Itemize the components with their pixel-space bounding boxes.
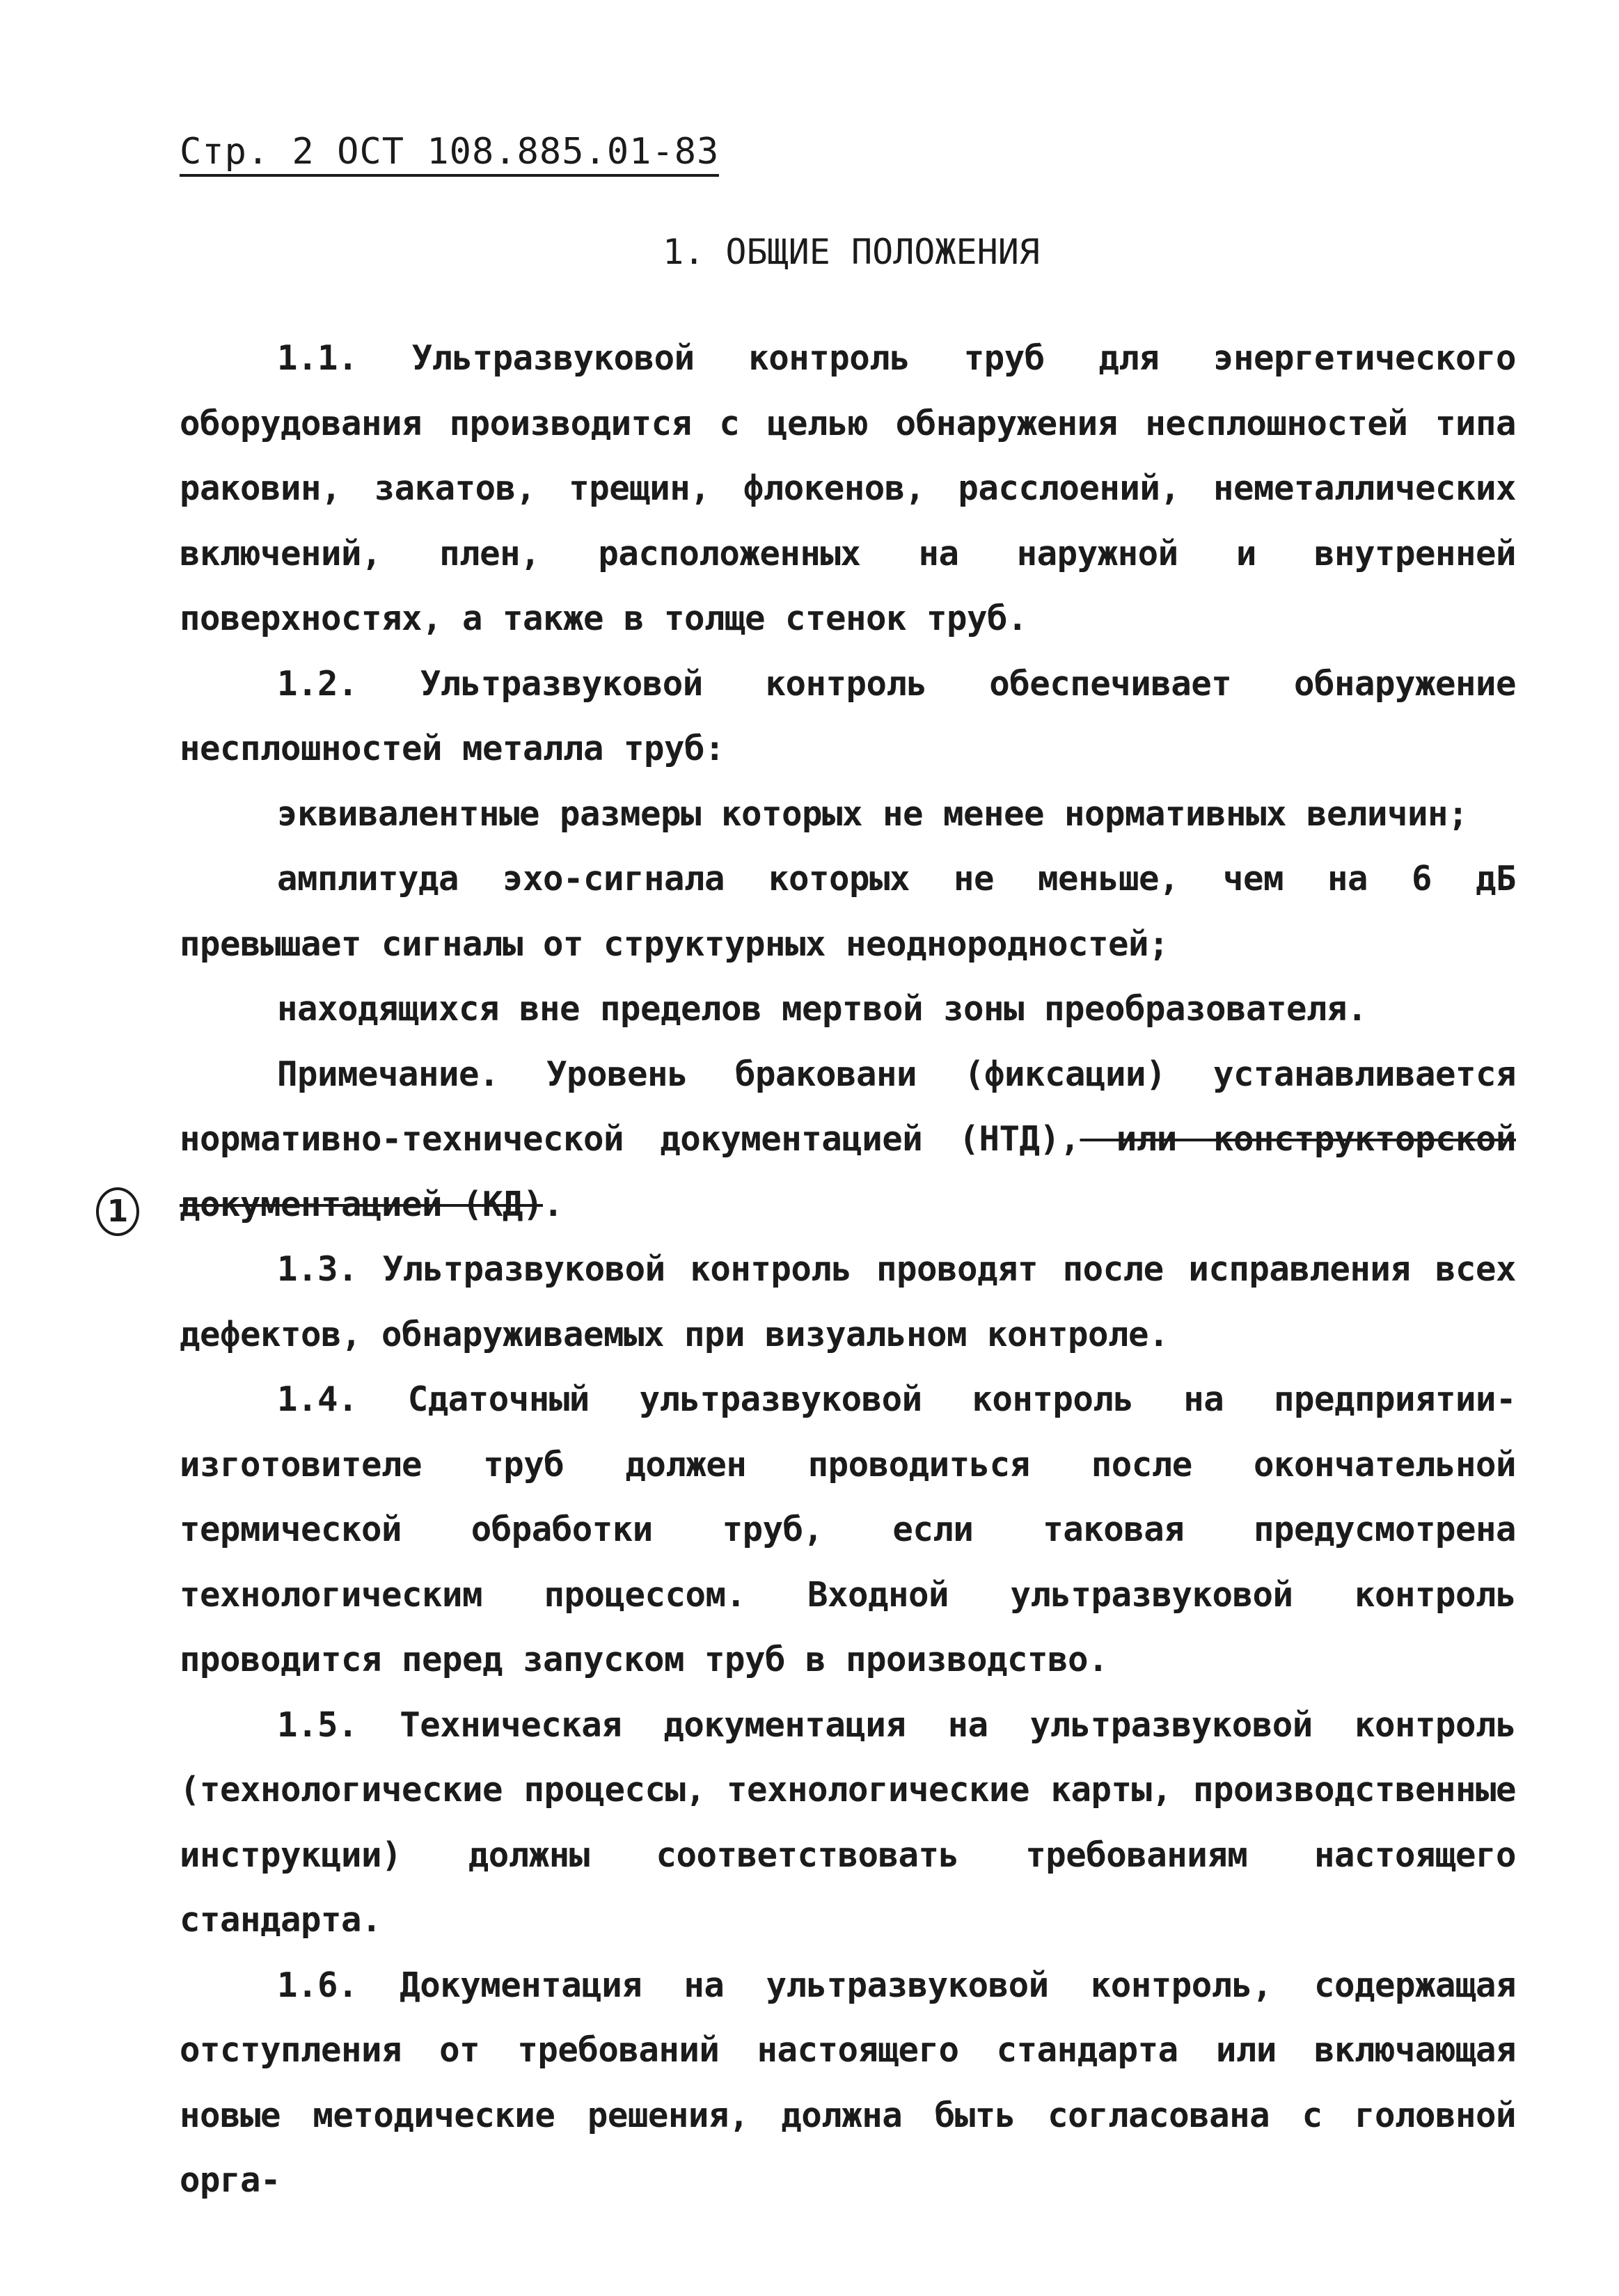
list-item: эквивалентные размеры которых не менее нормативных величин; [277, 793, 1469, 834]
margin-revision-mark: 1 [96, 1187, 139, 1236]
paragraph-1-4: 1.4. Сдаточный ультразвуковой контроль на предприятии-изготовителе труб должен проводиться после окончательной термической обработки труб, если таковая предусмотрена технологическим процессом. Входной ультразвуковой контроль проводится перед запуском труб в производство. [180, 1379, 1516, 1679]
paragraph-1-6: 1.6. Документация на ультразвуковой контроль, содержащая отступления от требований настоящего стандарта или включающая новые методические решения, должна быть согласована с головной орга- [180, 1965, 1516, 2200]
paragraph-1-3: 1.3. Ультразвуковой контроль проводят после исправления всех дефектов, обнаруживаемых при визуальном контроле. [180, 1249, 1516, 1354]
list-item: находящихся вне пределов мертвой зоны преобразователя. [277, 989, 1368, 1029]
section-title: 1. ОБЩИЕ ПОЛОЖЕНИЯ [663, 232, 1040, 272]
note-end: . [543, 1184, 564, 1224]
list-item: амплитуда эхо-сигнала которых не меньше, чем на 6 дБ превышает сигналы от структурных неоднородностей; [180, 859, 1516, 964]
paragraph-1-1: 1.1. Ультразвуковой контроль труб для энергетического оборудования производится с целью обнаружения несплошностей типа раковин, закатов, трещин, флокенов, расслоений, неметаллических включений, плен, расположенных на наружной и внутренней поверхностях, а также в толще стенок труб. [180, 338, 1516, 638]
note-text: Примечание. Уровень браковани (фиксации) устанавливается нормативно-технической документацией (НТД), [180, 1054, 1516, 1159]
paragraph-1-2: 1.2. Ультразвуковой контроль обеспечивает обнаружение несплошностей металла труб: [180, 663, 1516, 768]
body-text [180, 326, 1516, 2213]
note-paragraph [180, 1042, 1516, 1237]
paragraph-1-5: 1.5. Техническая документация на ультразвуковой контроль (технологические процессы, технологические карты, производственные инструкции) должны соответствовать требованиям настоящего стандарта. [180, 1704, 1516, 1940]
struck-text: или конструкторской документацией (КД) [180, 1119, 1516, 1224]
page-header: Стр. 2 ОСТ 108.885.01-83 [180, 131, 719, 177]
